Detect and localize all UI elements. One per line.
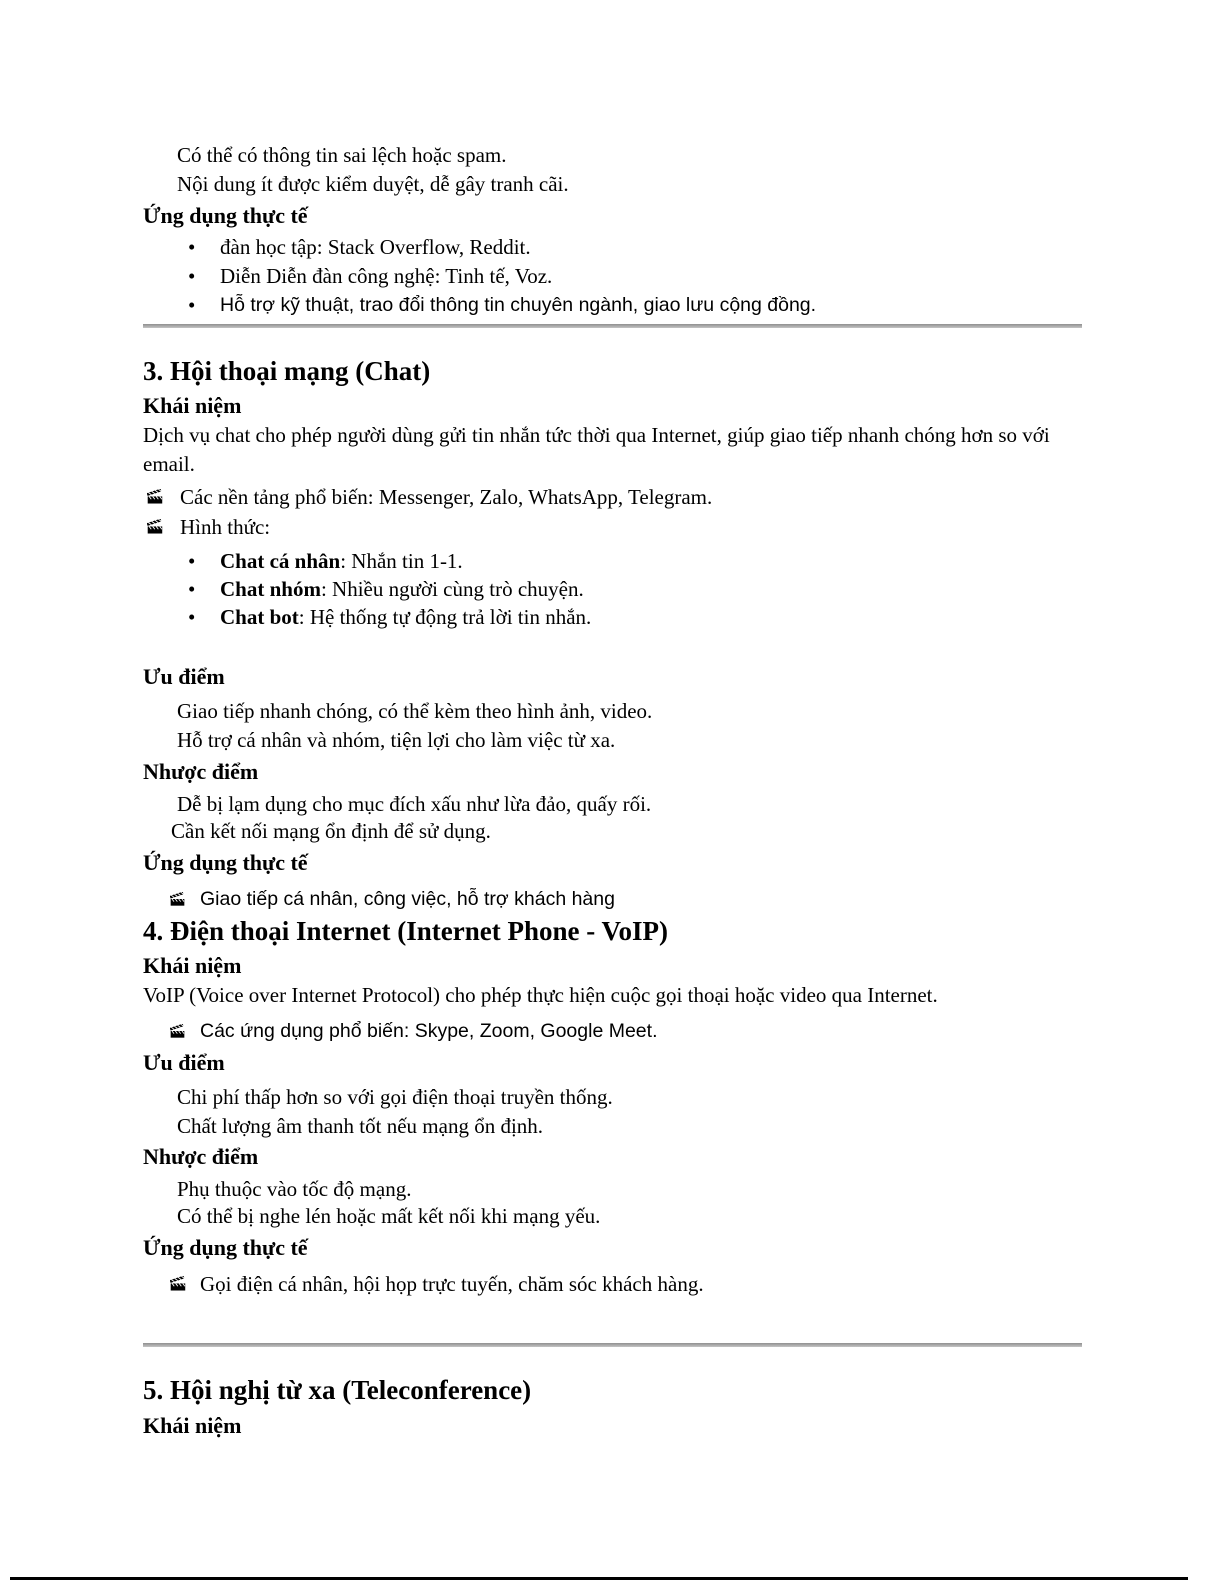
heading-concept: Khái niệm [143,1413,242,1438]
list-item [143,575,1083,603]
list-item [143,1269,1083,1299]
clapperboard-icon [170,885,200,914]
pros-lines [143,697,1083,755]
bullet-dot-icon [188,547,220,575]
section-title-5: 5. Hội nghị từ xa (Teleconference) [143,1375,532,1405]
bullet-list [143,233,1083,320]
clapperboard-icon [147,482,180,512]
heading-concept: Khái niệm [143,953,242,978]
term: Chat cá nhân [220,549,341,573]
definition: : Hệ thống tự động trả lời tin nhắn. [298,605,592,629]
list-item-text [220,603,591,631]
pros-lines [143,1083,1083,1141]
concept-paragraph: VoIP (Voice over Internet Protocol) cho phép thực hiện cuộc gọi thoại hoặc video qua Internet. [143,983,938,1007]
list-item [143,885,1083,914]
cons-lines [143,1176,1083,1230]
paragraph-line: Phụ thuộc vào tốc độ mạng. [177,1177,412,1201]
list-item-text: Gọi điện cá nhân, hội họp trực tuyến, chăm sóc khách hàng. [200,1272,704,1296]
heading-applications: Ứng dụng thực tế [143,1235,308,1260]
table-top-border [10,1577,1188,1580]
list-item-text [220,575,584,603]
term: Chat bot [220,605,299,629]
list-item [143,603,1083,631]
definition: : Nhiều người cùng trò chuyện. [320,577,584,601]
definition: : Nhắn tin 1-1. [340,549,463,573]
term: Chat nhóm [220,577,321,601]
list-item [143,547,1083,575]
paragraph-line: Cần kết nối mạng ổn định để sử dụng. [171,819,491,843]
bullet-dot-icon [188,603,220,631]
paragraph-line: Có thể có thông tin sai lệch hoặc spam. [177,143,507,167]
paragraph-line: Chất lượng âm thanh tốt nếu mạng ổn định. [177,1114,544,1138]
list-item [143,1017,1083,1046]
paragraph-line: Chi phí thấp hơn so với gọi điện thoại truyền thống. [177,1085,613,1109]
bullet-dot-icon [188,262,220,291]
heading-cons: Nhược điểm [143,759,259,784]
paragraph-line: Hỗ trợ cá nhân và nhóm, tiện lợi cho làm việc từ xa. [177,728,616,752]
clapperboard-icon [170,1017,200,1046]
sub-bullet-list [143,547,1083,631]
heading-applications: Ứng dụng thực tế [143,203,308,228]
paragraph-line: Có thể bị nghe lén hoặc mất kết nối khi mạng yếu. [177,1204,601,1228]
list-item-text: đàn học tập: Stack Overflow, Reddit. [220,235,531,259]
bullet-dot-icon [188,291,220,320]
media-bullet-list [143,482,1083,542]
list-item-text: Giao tiếp cá nhân, công việc, hỗ trợ khách hàng [200,888,615,910]
document-body [143,0,1083,1441]
list-item [143,482,1083,512]
bullet-dot-icon [188,233,220,262]
paragraph-line: Giao tiếp nhanh chóng, có thể kèm theo hình ảnh, video. [177,699,653,723]
list-item-text: Các ứng dụng phổ biến: Skype, Zoom, Google Meet. [200,1020,658,1042]
list-item-text: Hỗ trợ kỹ thuật, trao đổi thông tin chuyên ngành, giao lưu cộng đồng. [220,294,817,316]
list-item [143,512,1083,542]
list-item-text: Diễn Diễn đàn công nghệ: Tinh tế, Voz. [220,264,553,288]
heading-applications: Ứng dụng thực tế [143,850,308,875]
section-divider [143,1343,1082,1347]
cons-lines [143,791,1083,845]
clapperboard-icon [170,1269,200,1299]
list-item [143,291,1083,320]
list-item-text: Các nền tảng phổ biến: Messenger, Zalo, WhatsApp, Telegram. [180,485,713,509]
paragraph-line: Dễ bị lạm dụng cho mục đích xấu như lừa đảo, quấy rối. [177,792,652,816]
section-divider [143,324,1082,328]
clapperboard-icon [147,512,180,542]
section-title-4: 4. Điện thoại Internet (Internet Phone - VoIP) [143,916,668,946]
list-item [143,262,1083,291]
list-item-text [220,547,463,575]
heading-pros: Ưu điểm [143,1050,225,1075]
list-item-text: Hình thức: [180,515,271,539]
heading-concept: Khái niệm [143,393,242,418]
section-title-3: 3. Hội thoại mạng (Chat) [143,356,431,386]
list-item [143,233,1083,262]
paragraph-line: Nội dung ít được kiểm duyệt, dễ gây tranh cãi. [177,172,569,196]
concept-paragraph: Dịch vụ chat cho phép người dùng gửi tin nhắn tức thời qua Internet, giúp giao tiếp nhanh chóng hơn so với email. [143,423,1050,476]
bullet-dot-icon [188,575,220,603]
heading-pros: Ưu điểm [143,664,225,689]
heading-cons: Nhược điểm [143,1144,259,1169]
